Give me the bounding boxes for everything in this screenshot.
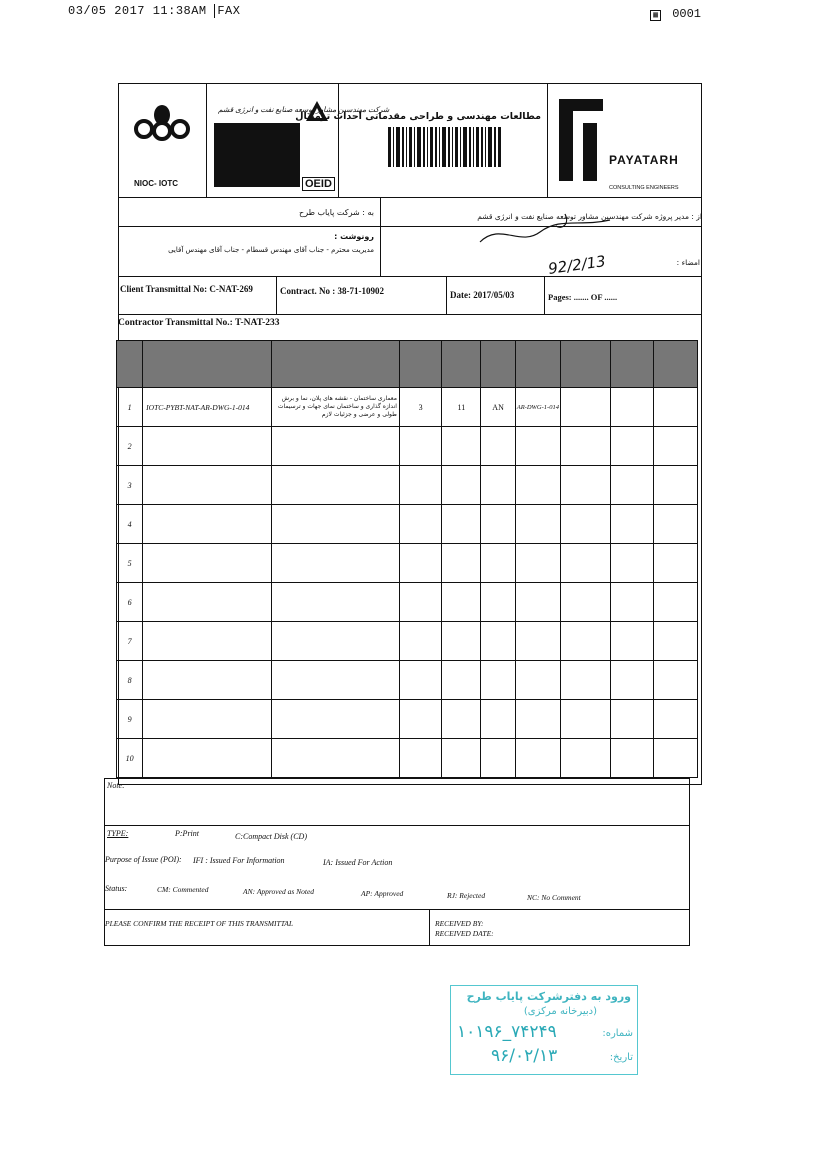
nioc-emblem-icon xyxy=(132,101,192,141)
type-print: P:Print xyxy=(175,829,199,838)
date-value: 2017/05/03 xyxy=(473,290,515,300)
divider xyxy=(105,825,689,826)
poi-label: Purpose of Issue (POI): xyxy=(105,855,182,864)
row-number: 7 xyxy=(117,622,143,661)
payatarh-text: PAYATARH xyxy=(609,153,679,167)
transmittal-numbers xyxy=(118,276,702,315)
table-row xyxy=(117,466,698,505)
document-table xyxy=(116,340,698,778)
contract-number xyxy=(280,286,384,296)
doc-col-c: AN xyxy=(481,388,515,427)
header-cell xyxy=(611,341,653,388)
row-number: 9 xyxy=(117,700,143,739)
row-number: 1 xyxy=(117,388,143,427)
row-number: 3 xyxy=(117,466,143,505)
table-row xyxy=(117,505,698,544)
doc-col-g xyxy=(653,388,697,427)
stamp-number: ۱۰۱۹۶_۷۴۲۴۹ xyxy=(457,1022,557,1042)
row-number: 2 xyxy=(117,427,143,466)
table-row xyxy=(117,544,698,583)
fax-page-number: 0001 xyxy=(672,7,702,21)
date-label: Date: xyxy=(450,290,471,300)
header-cell xyxy=(442,341,481,388)
doc-col-b: 11 xyxy=(442,388,481,427)
receipt-stamp xyxy=(450,985,638,1075)
from-field: از : مدیر پروژه شرکت مهندسین مشاور توسعه صنایع نفت و انرژی قشم xyxy=(477,212,702,221)
status-an: AN: Approved as Noted xyxy=(243,887,315,896)
to-field: به : شرکت پایاب طرح xyxy=(299,208,374,217)
received-by: RECEIVED BY: xyxy=(435,919,484,928)
status-cm: CM: Commented xyxy=(157,885,209,894)
row-number: 4 xyxy=(117,505,143,544)
status-ap: AP: Approved xyxy=(361,889,404,898)
stamp-line1: ورود به دفترشرکت پایاب طرح xyxy=(466,990,631,1003)
oeid-redacted-block xyxy=(214,123,300,187)
status-rj: RJ: Rejected xyxy=(447,891,486,900)
poi-ia: IA: Issued For Action xyxy=(323,858,393,867)
fax-label: FAX xyxy=(214,4,240,18)
fax-icon: ▦ xyxy=(650,10,661,21)
table-row xyxy=(117,739,698,778)
date-cell xyxy=(446,276,545,314)
of-label: OF ...... xyxy=(590,292,618,302)
table-row xyxy=(117,388,698,427)
doc-title: معماری ساختمان - نقشه های پلان، نما و برش اندازه گذاری و ساختمان نمای جهات و ترسیمات طولی و عرضی و جزئیات لازم xyxy=(272,388,400,427)
header-cell xyxy=(117,341,143,388)
doc-col-d: AR-DWG-1-014 xyxy=(515,388,560,427)
cc-cell xyxy=(118,226,381,276)
payatarh-logo xyxy=(547,83,702,197)
header-cell xyxy=(515,341,560,388)
header-cell xyxy=(561,341,611,388)
pages-cell xyxy=(544,276,702,314)
header-cell xyxy=(143,341,272,388)
barcode-graphic xyxy=(388,127,508,177)
contractor-no: T-NAT-233 xyxy=(235,318,280,328)
table-row xyxy=(117,583,698,622)
stamp-number-label: شماره: xyxy=(602,1028,633,1039)
note-label: Note: xyxy=(107,781,125,790)
status-label: Status: xyxy=(105,884,128,893)
payatarh-subtext: CONSULTING ENGINEERS xyxy=(609,185,679,191)
type-cd: C:Compact Disk (CD) xyxy=(235,832,307,841)
fax-datetime: 03/05 2017 11:38AM xyxy=(68,4,207,18)
contractor-label: Contractor Transmittal No.: xyxy=(118,318,233,328)
oeid-company-name: شرکت مهندسین مشاور توسعه صنایع نفت و انرژی قشم xyxy=(218,105,390,114)
contract-label: Contract. No : xyxy=(280,286,336,296)
table-row xyxy=(117,661,698,700)
divider xyxy=(105,909,689,910)
client-transmittal xyxy=(120,284,253,294)
row-number: 8 xyxy=(117,661,143,700)
logo-row xyxy=(118,83,702,198)
transmittal-date xyxy=(450,290,514,300)
client-no: C-NAT-269 xyxy=(209,284,253,294)
doc-col-f xyxy=(611,388,653,427)
contractor-row xyxy=(118,314,702,340)
pages-field xyxy=(548,292,617,302)
doc-number: IOTC-PYBT-NAT-AR-DWG-1-014 xyxy=(143,388,272,427)
row-number: 6 xyxy=(117,583,143,622)
header-cell xyxy=(272,341,400,388)
cc-label: رونوشت : xyxy=(334,232,374,241)
nioc-logo xyxy=(118,83,207,197)
client-label: Client Transmittal No: xyxy=(120,284,208,294)
address-block xyxy=(118,198,702,277)
doc-col-a: 3 xyxy=(399,388,441,427)
handwritten-date: 92/2/13 xyxy=(547,252,607,278)
poi-ifi: IFI : Issued For Information xyxy=(193,856,285,865)
stamp-date-label: تاریخ: xyxy=(609,1052,633,1063)
cc-value: مدیریت محترم - جناب آقای مهندس قسطام - جناب آقای مهندس آقایی xyxy=(168,246,374,254)
pages-label: Pages: ....... xyxy=(548,292,589,302)
project-title: مطالعات مهندسی و طراحی مقدماتی احداث ترمینال xyxy=(295,111,541,122)
type-label: TYPE: xyxy=(107,829,129,838)
status-nc: NC: No Comment xyxy=(527,893,581,902)
table-row xyxy=(117,700,698,739)
client-cell xyxy=(118,276,277,314)
payatarh-emblem-icon xyxy=(559,99,607,183)
header-cell xyxy=(399,341,441,388)
row-number: 10 xyxy=(117,739,143,778)
nioc-text: NIOC- IOTC xyxy=(134,179,178,188)
confirm-text: PLEASE CONFIRM THE RECEIPT OF THIS TRANSMITTAL xyxy=(105,919,294,928)
to-cell xyxy=(118,198,381,227)
signature-label: امضاء : xyxy=(676,258,700,267)
oeid-text: OEID xyxy=(302,177,335,191)
fax-page xyxy=(650,7,701,21)
header-cell xyxy=(481,341,515,388)
divider xyxy=(429,909,430,945)
contractor-transmittal xyxy=(118,318,280,328)
header-cell xyxy=(653,341,697,388)
contract-cell xyxy=(276,276,447,314)
contract-no: 38-71-10902 xyxy=(337,286,384,296)
stamp-line2: (دبیرخانه مرکزی) xyxy=(523,1006,597,1017)
row-number: 5 xyxy=(117,544,143,583)
table-row xyxy=(117,427,698,466)
table-header-row xyxy=(117,341,698,388)
fax-header xyxy=(68,4,240,18)
handwritten-signature xyxy=(470,212,630,252)
doc-col-e xyxy=(561,388,611,427)
stamp-date: ۹۶/۰۲/۱۳ xyxy=(491,1046,558,1066)
legend-box xyxy=(104,778,690,946)
signature-cell xyxy=(380,226,702,276)
received-date: RECEIVED DATE: xyxy=(435,929,494,938)
oeid-logo xyxy=(206,83,390,197)
table-row xyxy=(117,622,698,661)
